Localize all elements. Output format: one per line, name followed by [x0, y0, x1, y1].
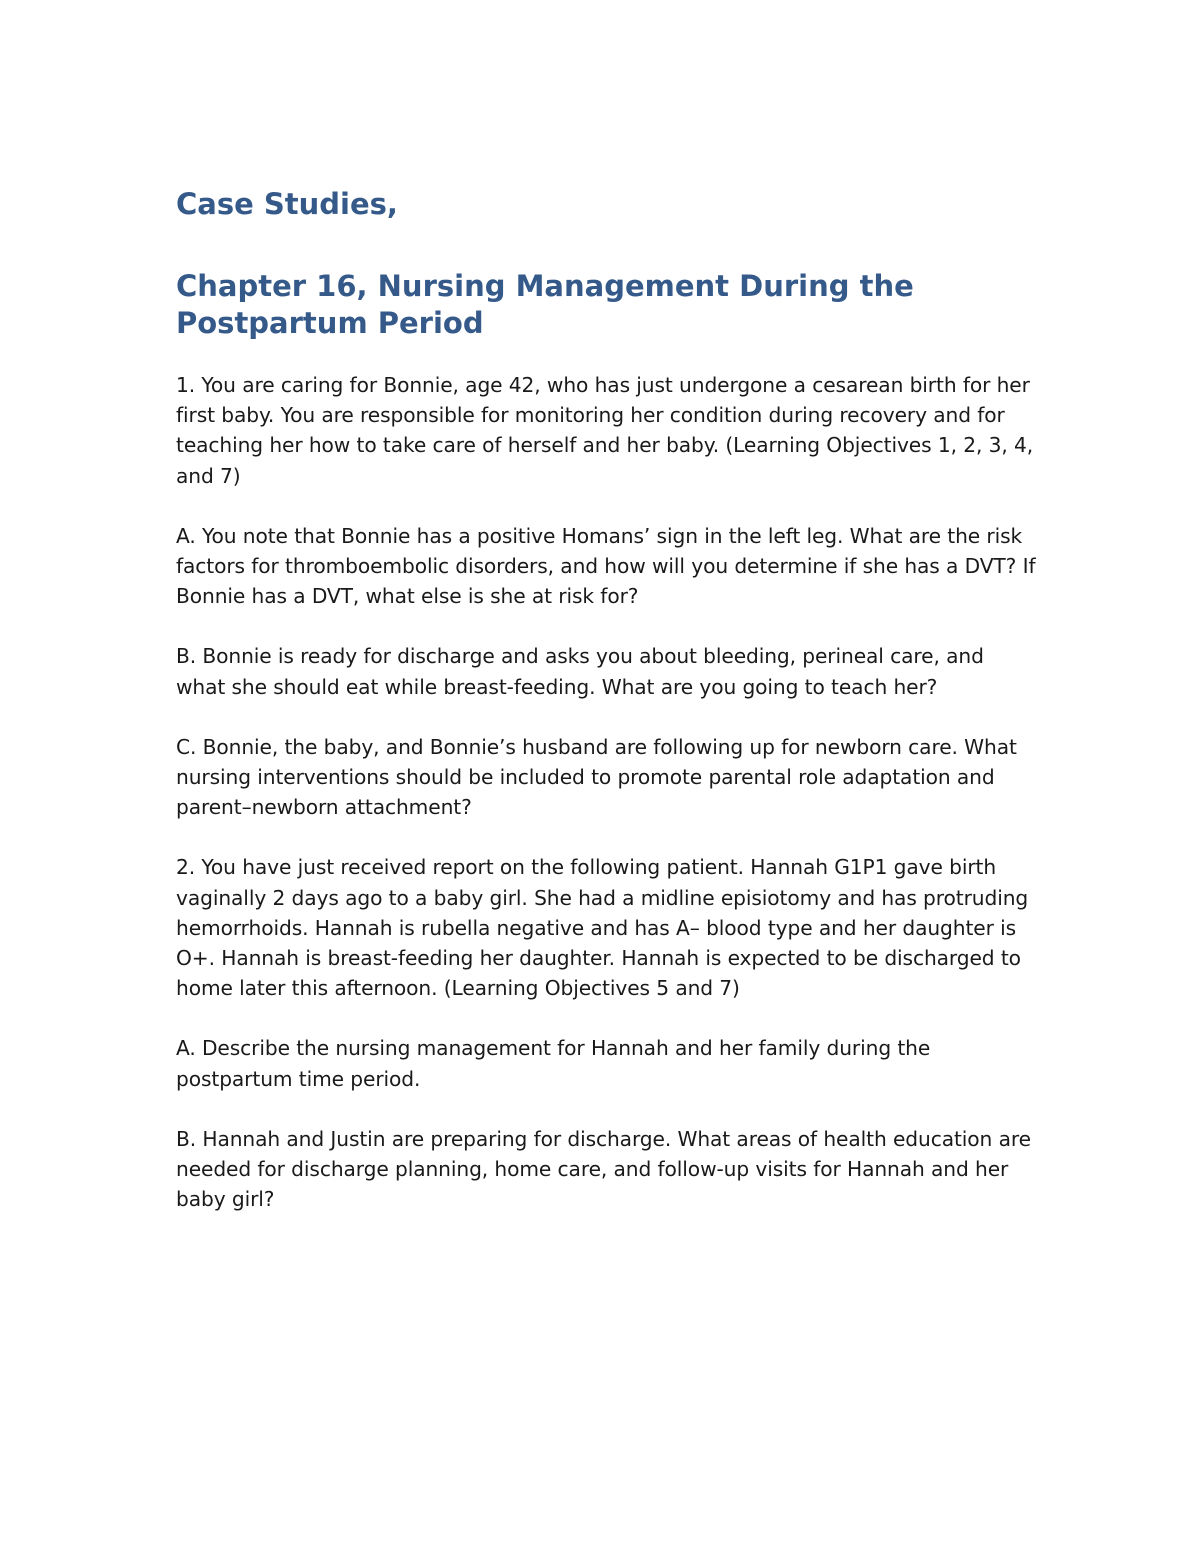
case-1-intro: 1. You are caring for Bonnie, age 42, who has just undergone a cesarean birth for her first baby. You are responsible for monitoring her condition during recovery and for teaching her how to take care of herself and her baby. (Learning Objectives 1, 2, 3, 4, and 7) [176, 373, 1034, 488]
chapter-heading: Chapter 16, Nursing Management During the Postpartum Period [176, 269, 914, 340]
case-1-question-a: A. You note that Bonnie has a positive Homans’ sign in the left leg. What are the risk factors for thromboembolic disorders, and how will you determine if she has a DVT? If Bonnie has a DVT, what else is she at risk for? [176, 523, 1036, 609]
case-2-question-a: A. Describe the nursing management for Hannah and her family during the postpartum time period. [176, 1036, 931, 1091]
document-content [176, 186, 1036, 1244]
document-title: Case Studies, [176, 187, 398, 221]
case-2-intro: 2. You have just received report on the following patient. Hannah G1P1 gave birth vaginally 2 days ago to a baby girl. She had a midline episiotomy and has protruding hemorrhoids. Hannah is rubella negative and has A– blood type and her daughter is O+. Hannah is breast-feeding her daughter. Hannah is expected to be discharged to home later this afternoon. (Learning Objectives 5 and 7) [176, 855, 1029, 1001]
case-2-question-b: B. Hannah and Justin are preparing for discharge. What areas of health education are needed for discharge planning, home care, and follow-up visits for Hannah and her baby girl? [176, 1126, 1031, 1212]
case-1-question-b: B. Bonnie is ready for discharge and asks you about bleeding, perineal care, and what she should eat while breast-feeding. What are you going to teach her? [176, 644, 984, 699]
case-1-question-c: C. Bonnie, the baby, and Bonnie’s husband are following up for newborn care. What nursing interventions should be included to promote parental role adaptation and parent–newborn attachment? [176, 734, 1017, 820]
